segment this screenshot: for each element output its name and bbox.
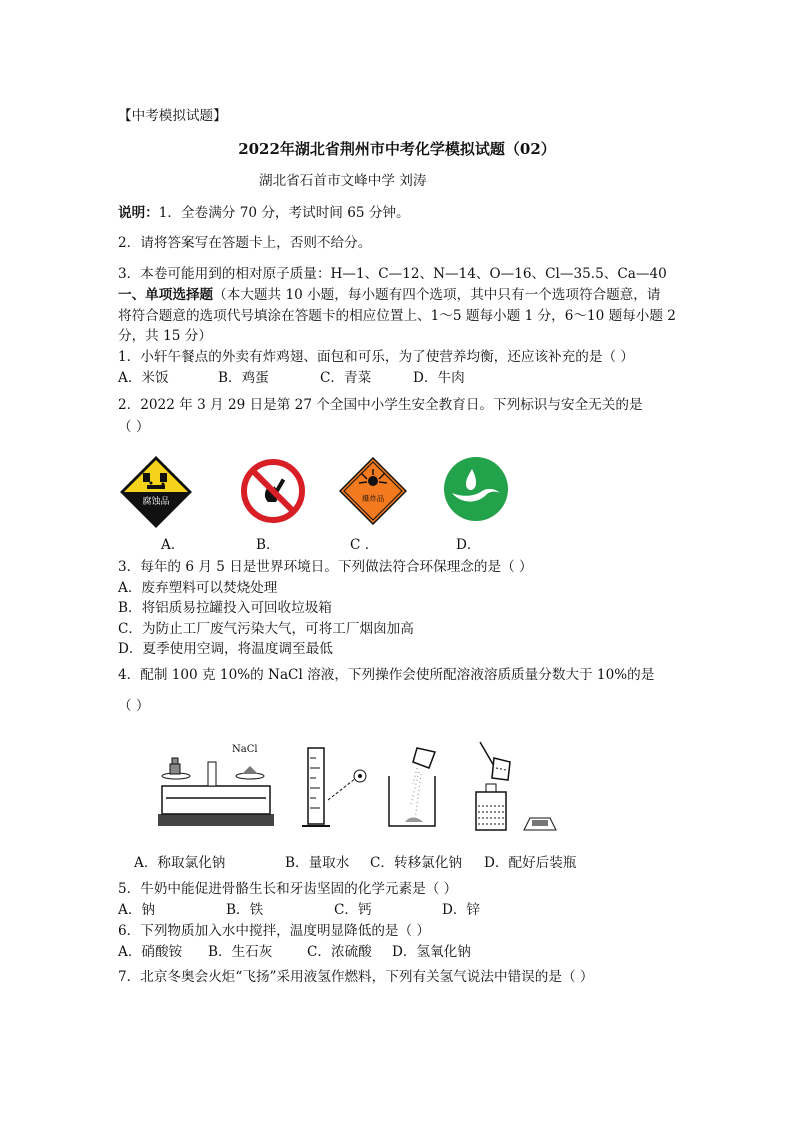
q6-option-a: A．硝酸铵 (118, 944, 183, 960)
instructions-label: 说明： (118, 205, 159, 221)
q1-option-a: A．米饭 (118, 370, 169, 386)
q4-option-b: B．量取水 (285, 855, 350, 871)
corrosive-sign-icon (119, 455, 193, 529)
q2-stem-line1: 2．2022 年 3 月 29 日是第 27 个全国中小学生安全教育日。下列标识与安全无关的是 (118, 397, 643, 413)
q3-option-a: A．废弃塑料可以焚烧处理 (118, 580, 278, 596)
q6-option-b: B．生石灰 (208, 944, 273, 960)
instruction-3: 3．本卷可能用到的相对原子质量：H—1、C—12、N—14、O—16、Cl—35.5、Ca—40 (118, 266, 667, 282)
section1-line3: 分，共 15 分） (118, 328, 212, 344)
q2-option-a: A． (161, 537, 185, 553)
instruction-1-text: 1．全卷满分 70 分，考试时间 65 分钟。 (158, 205, 410, 221)
instruction-2: 2．请将答案写在答题卡上，否则不给分。 (118, 235, 372, 251)
instruction-1 (118, 203, 410, 223)
section1-line1-text: （本大题共 10 小题，每小题有四个选项，其中只有一个选项符合题意，请 (213, 287, 661, 303)
q1-option-d: D．牛肉 (413, 370, 465, 386)
section1-line1 (118, 285, 661, 305)
q2-option-c: C ． (350, 537, 379, 553)
section1-line2: 将符合题意的选项代号填涂在答题卡的相应位置上、1～5 题每小题 1 分，6～10 题每小题 2 (118, 308, 676, 324)
author-line: 湖北省石首市文峰中学 刘涛 (259, 173, 427, 189)
corrosive-sign-label: 腐蚀品 (142, 497, 170, 507)
q5-option-a: A．钠 (118, 902, 156, 918)
q2-stem-line2: （ ） (118, 419, 150, 435)
page-title: 2022年湖北省荆州市中考化学模拟试题（02） (238, 140, 556, 158)
q3-option-c: C．为防止工厂废气污染大气，可将工厂烟囱加高 (118, 621, 414, 637)
graduated-cylinder-icon (300, 744, 378, 832)
header-tag: 【中考模拟试题】 (118, 108, 227, 124)
no-fire-sign-icon (240, 458, 306, 524)
q3-option-b: B．将铝质易拉罐投入可回收垃圾箱 (118, 600, 332, 616)
balance-scale-icon (156, 740, 276, 828)
nacl-label: NaCl (232, 744, 258, 755)
q2-option-d: D． (456, 537, 481, 553)
section1-heading: 一、单项选择题 (118, 287, 214, 303)
beaker-transfer-icon (383, 744, 445, 832)
q6-option-d: D．氢氧化钠 (392, 944, 471, 960)
q2-option-b: B． (256, 537, 280, 553)
q4-option-a: A．称取氯化钠 (134, 855, 226, 871)
q5-stem: 5．牛奶中能促进骨骼生长和牙齿坚固的化学元素是（ ） (118, 881, 458, 897)
q3-option-d: D．夏季使用空调，将温度调至最低 (118, 641, 333, 657)
q1-option-c: C．青菜 (320, 370, 372, 386)
q4-option-c: C．转移氯化钠 (370, 855, 462, 871)
q4-stem-line1: 4．配制 100 克 10%的 NaCl 溶液，下列操作会使所配溶液溶质质量分数大于 10%的是 (118, 667, 655, 683)
q6-option-c: C．浓硫酸 (307, 944, 372, 960)
explosive-sign-label: 爆炸品 (361, 494, 385, 503)
explosive-sign-icon (339, 457, 407, 525)
q4-stem-line2: （ ） (118, 698, 150, 714)
water-saving-sign-icon (442, 455, 510, 523)
q3-stem: 3．每年的 6 月 5 日是世界环境日。下列做法符合环保理念的是（ ） (118, 559, 533, 575)
q5-option-d: D．锌 (442, 902, 481, 918)
q5-option-c: C．钙 (334, 902, 372, 918)
q5-option-b: B．铁 (226, 902, 264, 918)
q6-stem: 6．下列物质加入水中搅拌，温度明显降低的是（ ） (118, 923, 431, 939)
q4-option-d: D．配好后装瓶 (484, 855, 577, 871)
reagent-bottle-icon (470, 740, 566, 832)
q1-stem: 1．小轩午餐点的外卖有炸鸡翅、面包和可乐，为了使营养均衡，还应该补充的是（ ） (118, 349, 634, 365)
q1-option-b: B．鸡蛋 (218, 370, 269, 386)
q7-stem: 7．北京冬奥会火炬“飞扬”采用液氢作燃料，下列有关氢气说法中错误的是（ ） (118, 969, 594, 985)
